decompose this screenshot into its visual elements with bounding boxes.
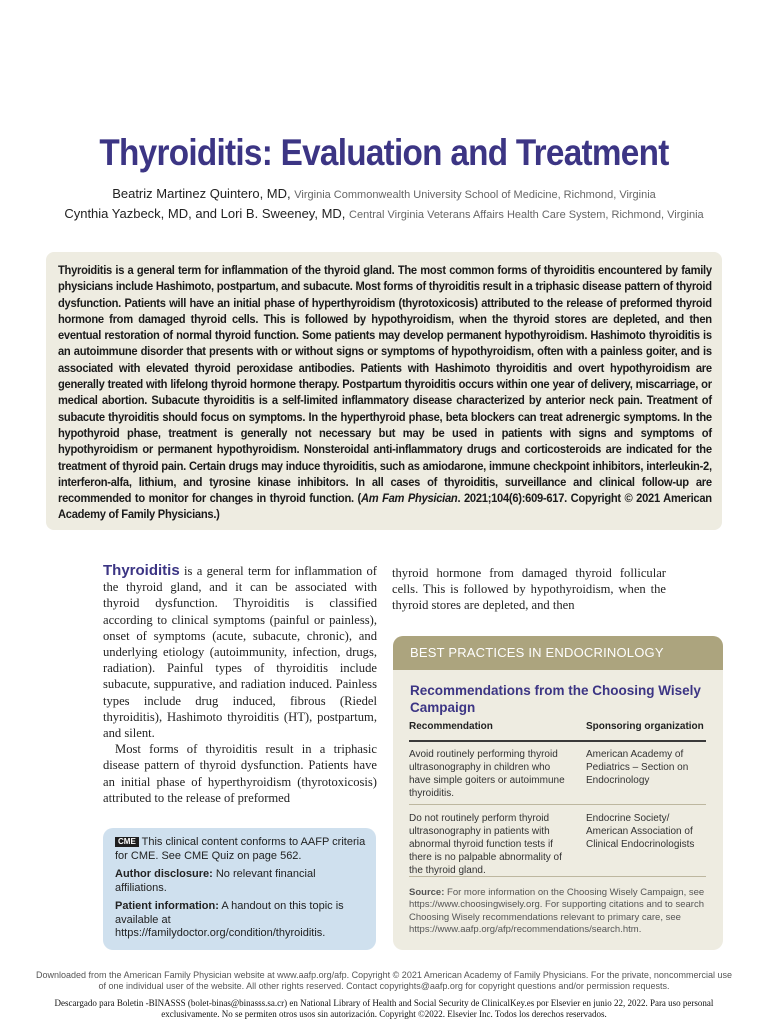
organization-cell: American Academy of Pediatrics – Section on Endocrinology <box>586 749 689 786</box>
body-column-left <box>103 563 377 806</box>
organization-cell: Endocrine Society/ American Association of Clinical Endocrinologists <box>586 813 695 850</box>
patient-info-text: A handout on this topic is available at https://familydoctor.org/condition/thyroiditis. <box>115 900 344 939</box>
best-practices-box <box>393 636 723 950</box>
author-names-2: Cynthia Yazbeck, MD, and Lori B. Sweeney, MD, <box>64 206 346 221</box>
author-affiliation-2: Central Virginia Veterans Affairs Health Care System, Richmond, Virginia <box>349 209 704 221</box>
body-paragraph-1 <box>103 563 377 741</box>
cme-text: This clinical content conforms to AAFP criteria for CME. See CME Quiz on page 562. <box>115 836 366 862</box>
table-row-divider <box>409 876 706 877</box>
abstract-box <box>46 252 722 530</box>
column-header-recommendation: Recommendation <box>409 721 493 732</box>
table-row-divider <box>409 804 706 805</box>
copyright-footer: Downloaded from the American Family Physician website at www.aafp.org/afp. Copyright © 2021 American Academy of Family Physicians. For the private, noncommercial use of one individual user of the website. All other rights reserved. Contact copyrights@aafp.org for copyright questions and/or permission requests. <box>36 970 732 991</box>
lead-word: Thyroiditis <box>103 562 180 579</box>
table-header-rule <box>409 740 706 742</box>
column-header-organization: Sponsoring organization <box>586 721 704 732</box>
author-affiliation-1: Virginia Commonwealth University School of Medicine, Richmond, Virginia <box>294 189 656 201</box>
recommendation-cell: Avoid routinely performing thyroid ultrasonography in children who have simple goiters or autoimmune thyroiditis. <box>409 749 565 799</box>
source-label: Source: <box>409 887 445 898</box>
cme-badge: CME <box>115 837 139 847</box>
body-paragraph-2: Most forms of thyroiditis result in a triphasic disease pattern of thyroid dysfunction. Patients have an initial phase of hyperthyroidism (thyrotoxicosis) attributed to the release of preformed <box>103 742 377 805</box>
abstract-body: Thyroiditis is a general term for inflammation of the thyroid gland. The most common forms of thyroiditis encountered by family physicians include Hashimoto, postpartum, and subacute. Most forms of thyroiditis result in a triphasic disease pattern of thyroid dysfunction. Patients will have an initial phase of hyperthyroidism (thyrotoxicosis) attributed to the release of preformed thyroid hormone from damaged thyroid cells. This is followed by hypothyroidism, when the thyroid stores are depleted, and then eventual restoration of normal thyroid function. Some patients may develop permanent hypothyroidism. Hashimoto thyroiditis is an autoimmune disorder that presents with or without signs or symptoms of hypothyroidism, often with a painless goiter, and is associated with elevated thyroid peroxidase antibodies. Patients with Hashimoto thyroiditis and overt hypothyroidism are generally treated with lifelong thyroid hormone therapy. Postpartum thyroiditis occurs within one year of delivery, miscarriage, or medical abortion. Subacute thyroiditis is a self-limited inflammatory disease characterized by anterior neck pain. Treatment of subacute thyroiditis should focus on symptoms. In the hyperthyroid phase, beta blockers can treat adrenergic symptoms. In the hypothyroid phase, treatment is generally not necessary but may be used in patients with signs and symptoms of hypothyroidism or permanent hypothyroidism. Nonsteroidal anti-inflammatory drugs and corticosteroids are indicated for the treatment of thyroid pain. Certain drugs may induce thyroiditis, such as amiodarone, immune checkpoint inhibitors, interleukin-2, interferon-alfa, lithium, and tyrosine kinase inhibitors. In all cases of thyroiditis, surveillance and clinical follow-up are recommended to monitor for changes in thyroid function. ( <box>58 263 712 506</box>
disclosure-label: Author disclosure: <box>115 868 213 880</box>
author-disclosure <box>115 868 367 895</box>
best-practices-header <box>393 636 723 670</box>
abstract-text <box>58 262 712 523</box>
patient-information <box>115 900 367 941</box>
source-text: For more information on the Choosing Wisely Campaign, see https://www.choosingwisely.org. For supporting citations and to search Choosing Wisely recommendations relevant to primary care, see https://www.aafp.org/afp/recommendations/search.htm. <box>409 887 705 935</box>
abstract-citation: . 2021;104(6):609-617. Copyright © 2021 American Academy of Family Physicians.) <box>58 491 712 522</box>
table-source-note <box>409 887 707 936</box>
author-names-1: Beatriz Martinez Quintero, MD, <box>112 186 291 201</box>
body-column-right <box>392 565 666 614</box>
cme-info-content <box>115 836 367 946</box>
patient-info-label: Patient information: <box>115 900 219 912</box>
cme-info-box <box>103 828 376 950</box>
body-paragraph-1-text: is a general term for inflammation of the thyroid gland, and it can be associated with thyroid dysfunction. Thyroiditis is classified according to clinical symptoms (painful or painless), onset of symptoms (acute, subacute, chronic), and underlying etiology (autoimmunity, infection, drugs, radiation). Painful types of thyroiditis include subacute, suppurative, and radiation induced. Painless types include drug induced, fibrous (Riedel thyroiditis), Hashimoto thyroiditis (HT), postpartum, and silent. <box>103 564 377 741</box>
article-title: Thyroiditis: Evaluation and Treatment <box>99 132 669 173</box>
body-paragraph-3: thyroid hormone from damaged thyroid follicular cells. This is followed by hypothyroidism, when the thyroid stores are depleted, and then <box>392 566 666 613</box>
disclosure-text: No relevant financial affiliations. <box>115 868 316 894</box>
cme-statement <box>115 836 367 863</box>
download-footer: Descargado para Boletin -BINASSS (bolet-binas@binasss.sa.cr) en National Library of Health and Social Security de ClinicalKey.es por Elsevier en junio 22, 2022. Para uso personal exclusivamente. No se permiten otros usos sin autorización. Copyright ©2022. Elsevier Inc. Todos los derechos reservados. <box>54 998 714 1019</box>
best-practices-title: Recommendations from the Choosing Wisely Campaign <box>410 683 701 715</box>
recommendation-cell: Do not routinely perform thyroid ultrasonography in patients with abnormal thyroid function tests if there is no palpable abnormality of the thyroid gland. <box>409 813 562 876</box>
best-practices-header-text: BEST PRACTICES IN ENDOCRINOLOGY <box>410 645 664 660</box>
author-line-2 <box>0 206 768 221</box>
author-line-1 <box>0 186 768 201</box>
abstract-journal: Am Fam Physician <box>360 491 458 506</box>
